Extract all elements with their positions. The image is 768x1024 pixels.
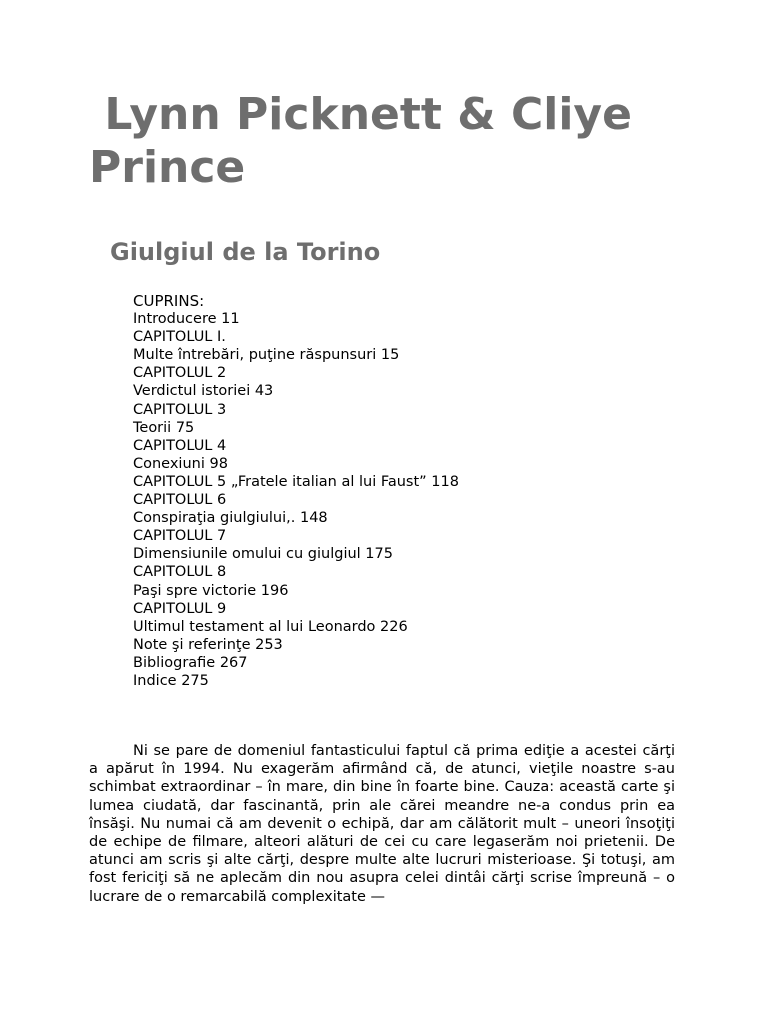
- toc-entry: CAPITOLUL 9: [133, 600, 227, 617]
- toc-entry: Dimensiunile omului cu giulgiul 175: [133, 546, 393, 563]
- toc-entry: CAPITOLUL 5 „Fratele italian al lui Faust” 118: [133, 473, 459, 490]
- toc-entry: Conexiuni 98: [133, 455, 228, 472]
- toc-entry: Teorii 75: [133, 419, 195, 436]
- book-title: Giulgiul de la Torino: [110, 238, 381, 266]
- toc-entry: CAPITOLUL 3: [133, 401, 227, 418]
- toc-entry: Ultimul testament al lui Leonardo 226: [133, 618, 408, 635]
- body-paragraph: Ni se pare de domeniul fantasticului faptul că prima ediţie a acestei cărţi a apărut în 1994. Nu exagerăm afirmând că, de atunci, vieţile noastre s-au schimbat extraordinar – în mare, din bine în foarte bine. Cauza: această carte şi lumea ciudată, dar fascinantă, prin ale cărei meandre ne-a condus prin ea însăşi. Nu numai că am devenit o echipă, dar am călătorit mult – uneori însoţiţi de echipe de filmare, alteori alături de cei cu care legaserăm noi prietenii. De atunci am scris şi alte cărţi, despre multe alte lucruri misterioase. Şi totuşi, am fost fericiţi să ne aplecăm din nou asupra celei dintâi cărţi scrise împreună – o lucrare de o remarcabilă complexitate —: [89, 743, 675, 905]
- toc-entry: Conspiraţia giulgiului,. 148: [133, 510, 328, 527]
- toc-entry: Multe întrebări, puţine răspunsuri 15: [133, 347, 400, 364]
- toc-entry: CAPITOLUL 8: [133, 564, 227, 581]
- toc-entry: CAPITOLUL 6: [133, 492, 227, 509]
- toc-entry: CAPITOLUL 2: [133, 365, 227, 382]
- table-of-contents: [133, 292, 693, 690]
- author-heading: Lynn Picknett & Cliye Prince: [89, 89, 648, 193]
- toc-entry: Note şi referinţe 253: [133, 636, 283, 653]
- toc-entry: CAPITOLUL I.: [133, 329, 226, 346]
- toc-entry: Indice 275: [133, 672, 209, 689]
- toc-entry: Bibliografie 267: [133, 654, 248, 671]
- toc-heading: CUPRINS:: [133, 292, 205, 310]
- toc-list: [133, 310, 693, 690]
- toc-entry: CAPITOLUL 7: [133, 528, 227, 545]
- toc-entry: Introducere 11: [133, 311, 240, 328]
- toc-entry: Verdictul istoriei 43: [133, 383, 274, 400]
- toc-entry: Paşi spre victorie 196: [133, 582, 289, 599]
- toc-entry: CAPITOLUL 4: [133, 437, 227, 454]
